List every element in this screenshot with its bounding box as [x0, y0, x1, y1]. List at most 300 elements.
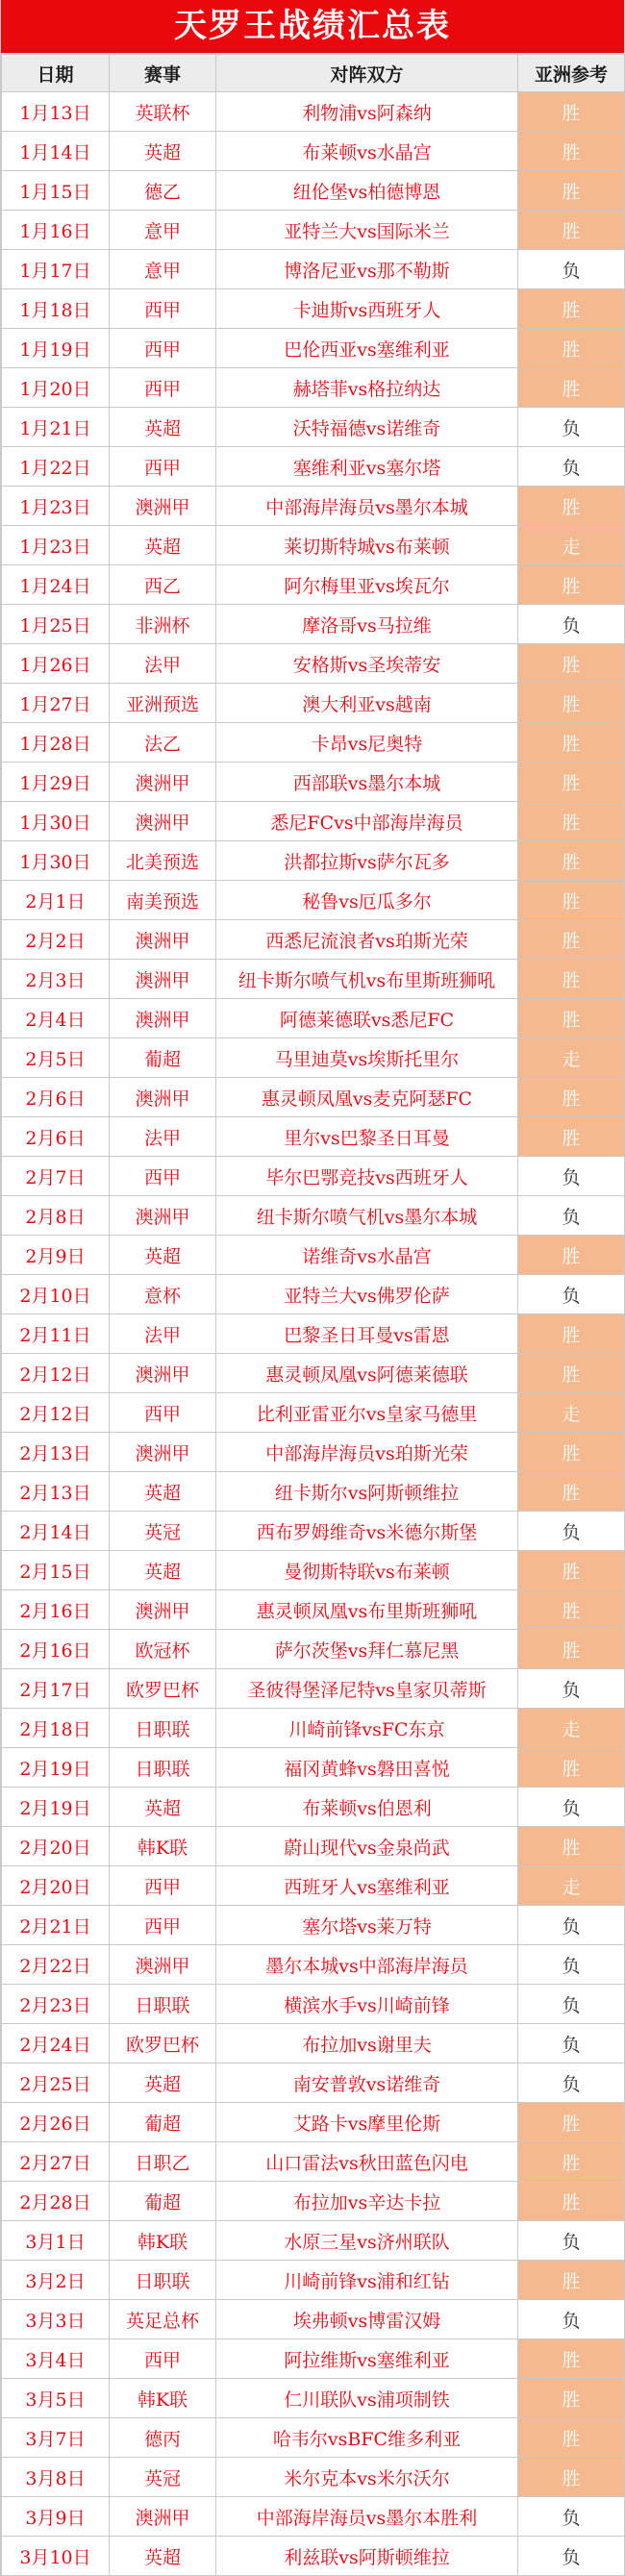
competition-cell: 日职联 [110, 1709, 216, 1748]
result-cell: 胜 [518, 1117, 625, 1157]
competition-cell: 英超 [110, 1236, 216, 1275]
table-row [2, 644, 625, 684]
table-row [2, 526, 625, 565]
competition-cell: 澳洲甲 [110, 1196, 216, 1236]
match-cell: 中部海岸海员vs墨尔本城 [216, 487, 518, 526]
competition-cell: 西甲 [110, 447, 216, 487]
result-cell: 胜 [518, 920, 625, 960]
date-cell: 3月1日 [2, 2221, 110, 2261]
result-cell: 胜 [518, 171, 625, 211]
match-cell: 中部海岸海员vs墨尔本胜利 [216, 2497, 518, 2537]
table-row [2, 2497, 625, 2537]
date-cell: 2月5日 [2, 1038, 110, 1078]
table-row [2, 1117, 625, 1157]
date-cell: 1月24日 [2, 565, 110, 605]
record-table [1, 54, 625, 2576]
table-row [2, 999, 625, 1038]
match-cell: 比利亚雷亚尔vs皇家马德里 [216, 1393, 518, 1433]
competition-cell: 日职联 [110, 2261, 216, 2300]
result-cell: 胜 [518, 2418, 625, 2458]
competition-cell: 西甲 [110, 289, 216, 329]
match-cell: 卡迪斯vs西班牙人 [216, 289, 518, 329]
match-cell: 南安普敦vs诺维奇 [216, 2063, 518, 2103]
date-cell: 3月4日 [2, 2339, 110, 2379]
table-row [2, 684, 625, 723]
competition-cell: 意甲 [110, 250, 216, 289]
date-cell: 2月19日 [2, 1788, 110, 1827]
result-cell: 胜 [518, 881, 625, 920]
table-row [2, 368, 625, 408]
competition-cell: 北美预选 [110, 841, 216, 881]
result-cell: 负 [518, 1985, 625, 2024]
date-cell: 2月10日 [2, 1275, 110, 1314]
date-cell: 2月11日 [2, 1314, 110, 1354]
table-row [2, 1551, 625, 1590]
date-cell: 2月26日 [2, 2103, 110, 2142]
date-cell: 3月2日 [2, 2261, 110, 2300]
date-cell: 1月16日 [2, 211, 110, 250]
table-row [2, 1590, 625, 1630]
date-cell: 1月17日 [2, 250, 110, 289]
match-cell: 米尔克本vs米尔沃尔 [216, 2458, 518, 2497]
table-row [2, 2182, 625, 2221]
result-cell: 胜 [518, 1314, 625, 1354]
date-cell: 2月28日 [2, 2182, 110, 2221]
competition-cell: 澳洲甲 [110, 487, 216, 526]
competition-cell: 西甲 [110, 329, 216, 368]
result-cell: 胜 [518, 1827, 625, 1866]
table-row [2, 1354, 625, 1393]
table-row [2, 723, 625, 763]
match-cell: 川崎前锋vsFC东京 [216, 1709, 518, 1748]
table-row [2, 1078, 625, 1117]
competition-cell: 英超 [110, 1472, 216, 1512]
match-cell: 埃弗顿vs博雷汉姆 [216, 2300, 518, 2339]
date-cell: 2月19日 [2, 1748, 110, 1788]
result-cell: 负 [518, 447, 625, 487]
competition-cell: 英超 [110, 408, 216, 447]
date-cell: 2月20日 [2, 1866, 110, 1906]
result-cell: 胜 [518, 2339, 625, 2379]
header-result: 亚洲参考 [518, 55, 625, 92]
header-match: 对阵双方 [216, 55, 518, 92]
match-cell: 博洛尼亚vs那不勒斯 [216, 250, 518, 289]
competition-cell: 非洲杯 [110, 605, 216, 644]
table-row [2, 1236, 625, 1275]
result-cell: 胜 [518, 1354, 625, 1393]
date-cell: 3月5日 [2, 2379, 110, 2418]
competition-cell: 葡超 [110, 2182, 216, 2221]
table-row [2, 1748, 625, 1788]
table-row [2, 1630, 625, 1669]
table-row [2, 1314, 625, 1354]
result-cell: 负 [518, 1945, 625, 1985]
competition-cell: 欧罗巴杯 [110, 1669, 216, 1709]
match-cell: 里尔vs巴黎圣日耳曼 [216, 1117, 518, 1157]
match-cell: 布莱顿vs水晶宫 [216, 132, 518, 171]
date-cell: 2月22日 [2, 1945, 110, 1985]
competition-cell: 英联杯 [110, 92, 216, 132]
result-cell: 胜 [518, 999, 625, 1038]
match-cell: 艾路卡vs摩里伦斯 [216, 2103, 518, 2142]
result-cell: 负 [518, 2221, 625, 2261]
table-row [2, 2142, 625, 2182]
result-cell: 走 [518, 1709, 625, 1748]
match-cell: 惠灵顿凤凰vs布里斯班狮吼 [216, 1590, 518, 1630]
date-cell: 3月9日 [2, 2497, 110, 2537]
match-cell: 哈韦尔vsBFC维多利亚 [216, 2418, 518, 2458]
competition-cell: 澳洲甲 [110, 1590, 216, 1630]
table-row [2, 565, 625, 605]
match-cell: 横滨水手vs川崎前锋 [216, 1985, 518, 2024]
match-cell: 巴黎圣日耳曼vs雷恩 [216, 1314, 518, 1354]
table-row [2, 132, 625, 171]
table-row [2, 881, 625, 920]
result-cell: 负 [518, 1788, 625, 1827]
match-cell: 纽伦堡vs柏德博恩 [216, 171, 518, 211]
table-row [2, 1906, 625, 1945]
result-cell: 胜 [518, 644, 625, 684]
competition-cell: 西甲 [110, 1866, 216, 1906]
result-cell: 胜 [518, 684, 625, 723]
match-cell: 毕尔巴鄂竞技vs西班牙人 [216, 1157, 518, 1196]
date-cell: 2月12日 [2, 1393, 110, 1433]
result-cell: 胜 [518, 1472, 625, 1512]
table-row [2, 1669, 625, 1709]
result-cell: 胜 [518, 289, 625, 329]
match-cell: 圣彼得堡泽尼特vs皇家贝蒂斯 [216, 1669, 518, 1709]
table-row [2, 250, 625, 289]
result-cell: 胜 [518, 2182, 625, 2221]
date-cell: 1月19日 [2, 329, 110, 368]
result-cell: 胜 [518, 723, 625, 763]
match-cell: 利兹联vs阿斯顿维拉 [216, 2537, 518, 2576]
match-cell: 惠灵顿凤凰vs麦克阿瑟FC [216, 1078, 518, 1117]
table-row [2, 2537, 625, 2576]
match-cell: 利物浦vs阿森纳 [216, 92, 518, 132]
competition-cell: 西甲 [110, 1157, 216, 1196]
table-row [2, 2103, 625, 2142]
table-row [2, 2063, 625, 2103]
match-cell: 纽卡斯尔vs阿斯顿维拉 [216, 1472, 518, 1512]
date-cell: 1月15日 [2, 171, 110, 211]
match-cell: 赫塔菲vs格拉纳达 [216, 368, 518, 408]
competition-cell: 法甲 [110, 644, 216, 684]
match-cell: 亚特兰大vs国际米兰 [216, 211, 518, 250]
date-cell: 2月21日 [2, 1906, 110, 1945]
result-cell: 负 [518, 1275, 625, 1314]
match-cell: 山口雷法vs秋田蓝色闪电 [216, 2142, 518, 2182]
competition-cell: 欧冠杯 [110, 1630, 216, 1669]
date-cell: 1月18日 [2, 289, 110, 329]
match-cell: 水原三星vs济州联队 [216, 2221, 518, 2261]
competition-cell: 澳洲甲 [110, 1078, 216, 1117]
date-cell: 2月6日 [2, 1117, 110, 1157]
match-cell: 西布罗姆维奇vs米德尔斯堡 [216, 1512, 518, 1551]
result-cell: 负 [518, 250, 625, 289]
date-cell: 2月12日 [2, 1354, 110, 1393]
match-cell: 秘鲁vs厄瓜多尔 [216, 881, 518, 920]
table-row [2, 2379, 625, 2418]
competition-cell: 澳洲甲 [110, 960, 216, 999]
date-cell: 3月10日 [2, 2537, 110, 2576]
date-cell: 1月21日 [2, 408, 110, 447]
competition-cell: 英超 [110, 526, 216, 565]
result-cell: 走 [518, 1866, 625, 1906]
result-cell: 胜 [518, 1078, 625, 1117]
table-row [2, 1472, 625, 1512]
table-row [2, 1393, 625, 1433]
match-cell: 洪都拉斯vs萨尔瓦多 [216, 841, 518, 881]
table-row [2, 1196, 625, 1236]
date-cell: 2月23日 [2, 1985, 110, 2024]
result-cell: 胜 [518, 1630, 625, 1669]
date-cell: 2月7日 [2, 1157, 110, 1196]
match-cell: 莱切斯特城vs布莱顿 [216, 526, 518, 565]
date-cell: 1月23日 [2, 487, 110, 526]
result-cell: 胜 [518, 2379, 625, 2418]
page-title: 天罗王战绩汇总表 [1, 0, 624, 54]
competition-cell: 澳洲甲 [110, 2497, 216, 2537]
result-cell: 胜 [518, 487, 625, 526]
date-cell: 1月23日 [2, 526, 110, 565]
table-row [2, 1945, 625, 1985]
match-cell: 纽卡斯尔喷气机vs墨尔本城 [216, 1196, 518, 1236]
table-row [2, 802, 625, 841]
result-cell: 胜 [518, 763, 625, 802]
table-row [2, 2418, 625, 2458]
result-cell: 胜 [518, 2142, 625, 2182]
match-cell: 塞维利亚vs塞尔塔 [216, 447, 518, 487]
table-row [2, 1788, 625, 1827]
date-cell: 3月7日 [2, 2418, 110, 2458]
table-row [2, 329, 625, 368]
competition-cell: 日职乙 [110, 2142, 216, 2182]
date-cell: 2月2日 [2, 920, 110, 960]
match-cell: 卡昂vs尼奥特 [216, 723, 518, 763]
competition-cell: 葡超 [110, 1038, 216, 1078]
result-cell: 走 [518, 1393, 625, 1433]
competition-cell: 英超 [110, 132, 216, 171]
match-cell: 亚特兰大vs佛罗伦萨 [216, 1275, 518, 1314]
result-cell: 胜 [518, 565, 625, 605]
result-cell: 胜 [518, 841, 625, 881]
result-cell: 负 [518, 2537, 625, 2576]
competition-cell: 日职联 [110, 1748, 216, 1788]
date-cell: 2月1日 [2, 881, 110, 920]
table-row [2, 447, 625, 487]
date-cell: 1月30日 [2, 841, 110, 881]
competition-cell: 亚洲预选 [110, 684, 216, 723]
table-row [2, 1157, 625, 1196]
competition-cell: 葡超 [110, 2103, 216, 2142]
date-cell: 2月16日 [2, 1590, 110, 1630]
result-cell: 胜 [518, 2103, 625, 2142]
date-cell: 1月20日 [2, 368, 110, 408]
competition-cell: 德丙 [110, 2418, 216, 2458]
table-row [2, 763, 625, 802]
date-cell: 2月17日 [2, 1669, 110, 1709]
result-cell: 胜 [518, 802, 625, 841]
competition-cell: 澳洲甲 [110, 1945, 216, 1985]
result-cell: 负 [518, 1196, 625, 1236]
table-row [2, 1827, 625, 1866]
competition-cell: 澳洲甲 [110, 1433, 216, 1472]
result-cell: 胜 [518, 1748, 625, 1788]
table-row [2, 1433, 625, 1472]
table-row [2, 408, 625, 447]
table-row [2, 2024, 625, 2063]
match-cell: 布拉加vs辛达卡拉 [216, 2182, 518, 2221]
date-cell: 2月14日 [2, 1512, 110, 1551]
competition-cell: 日职联 [110, 1985, 216, 2024]
match-cell: 沃特福德vs诺维奇 [216, 408, 518, 447]
competition-cell: 意甲 [110, 211, 216, 250]
competition-cell: 德乙 [110, 171, 216, 211]
competition-cell: 澳洲甲 [110, 999, 216, 1038]
result-cell: 胜 [518, 329, 625, 368]
competition-cell: 欧罗巴杯 [110, 2024, 216, 2063]
table-row [2, 211, 625, 250]
date-cell: 1月29日 [2, 763, 110, 802]
competition-cell: 澳洲甲 [110, 1354, 216, 1393]
date-cell: 2月8日 [2, 1196, 110, 1236]
date-cell: 2月13日 [2, 1433, 110, 1472]
table-row [2, 1709, 625, 1748]
competition-cell: 法乙 [110, 723, 216, 763]
match-cell: 西悉尼流浪者vs珀斯光荣 [216, 920, 518, 960]
competition-cell: 南美预选 [110, 881, 216, 920]
table-row [2, 289, 625, 329]
table-row [2, 1866, 625, 1906]
date-cell: 2月6日 [2, 1078, 110, 1117]
result-cell: 负 [518, 2300, 625, 2339]
date-cell: 2月24日 [2, 2024, 110, 2063]
result-cell: 负 [518, 2024, 625, 2063]
match-cell: 塞尔塔vs莱万特 [216, 1906, 518, 1945]
result-cell: 胜 [518, 1433, 625, 1472]
result-cell: 走 [518, 526, 625, 565]
table-header-row [2, 55, 625, 92]
competition-cell: 英超 [110, 1551, 216, 1590]
match-cell: 西部联vs墨尔本城 [216, 763, 518, 802]
match-cell: 阿尔梅里亚vs埃瓦尔 [216, 565, 518, 605]
competition-cell: 韩K联 [110, 2379, 216, 2418]
table-body [2, 92, 625, 2576]
table-row [2, 171, 625, 211]
result-cell: 负 [518, 1157, 625, 1196]
result-cell: 胜 [518, 92, 625, 132]
table-row [2, 1275, 625, 1314]
competition-cell: 英冠 [110, 2458, 216, 2497]
table-row [2, 841, 625, 881]
result-cell: 胜 [518, 1551, 625, 1590]
match-cell: 西班牙人vs塞维利亚 [216, 1866, 518, 1906]
result-cell: 走 [518, 1038, 625, 1078]
competition-cell: 英超 [110, 2537, 216, 2576]
competition-cell: 澳洲甲 [110, 763, 216, 802]
result-cell: 胜 [518, 368, 625, 408]
match-cell: 马里迪莫vs埃斯托里尔 [216, 1038, 518, 1078]
result-cell: 负 [518, 605, 625, 644]
competition-cell: 英足总杯 [110, 2300, 216, 2339]
result-cell: 负 [518, 1906, 625, 1945]
date-cell: 1月26日 [2, 644, 110, 684]
match-cell: 布拉加vs谢里夫 [216, 2024, 518, 2063]
match-cell: 阿德莱德联vs悉尼FC [216, 999, 518, 1038]
competition-cell: 法甲 [110, 1314, 216, 1354]
header-competition: 赛事 [110, 55, 216, 92]
header-date: 日期 [2, 55, 110, 92]
result-cell: 胜 [518, 2458, 625, 2497]
competition-cell: 澳洲甲 [110, 920, 216, 960]
date-cell: 1月13日 [2, 92, 110, 132]
date-cell: 1月25日 [2, 605, 110, 644]
competition-cell: 西甲 [110, 2339, 216, 2379]
competition-cell: 韩K联 [110, 2221, 216, 2261]
match-cell: 摩洛哥vs马拉维 [216, 605, 518, 644]
table-row [2, 487, 625, 526]
result-cell: 负 [518, 2497, 625, 2537]
table-row [2, 2261, 625, 2300]
date-cell: 1月22日 [2, 447, 110, 487]
date-cell: 2月9日 [2, 1236, 110, 1275]
date-cell: 2月27日 [2, 2142, 110, 2182]
result-cell: 胜 [518, 960, 625, 999]
table-row [2, 605, 625, 644]
match-cell: 惠灵顿凤凰vs阿德莱德联 [216, 1354, 518, 1393]
result-cell: 胜 [518, 211, 625, 250]
result-cell: 胜 [518, 132, 625, 171]
date-cell: 3月3日 [2, 2300, 110, 2339]
table-row [2, 1038, 625, 1078]
date-cell: 2月15日 [2, 1551, 110, 1590]
match-cell: 澳大利亚vs越南 [216, 684, 518, 723]
match-cell: 悉尼FCvs中部海岸海员 [216, 802, 518, 841]
match-cell: 中部海岸海员vs珀斯光荣 [216, 1433, 518, 1472]
match-cell: 萨尔茨堡vs拜仁慕尼黑 [216, 1630, 518, 1669]
match-cell: 布莱顿vs伯恩利 [216, 1788, 518, 1827]
competition-cell: 英冠 [110, 1512, 216, 1551]
match-cell: 纽卡斯尔喷气机vs布里斯班狮吼 [216, 960, 518, 999]
date-cell: 1月30日 [2, 802, 110, 841]
table-row [2, 2300, 625, 2339]
date-cell: 2月4日 [2, 999, 110, 1038]
match-cell: 巴伦西亚vs塞维利亚 [216, 329, 518, 368]
date-cell: 1月14日 [2, 132, 110, 171]
competition-cell: 意杯 [110, 1275, 216, 1314]
result-cell: 负 [518, 2063, 625, 2103]
date-cell: 1月27日 [2, 684, 110, 723]
date-cell: 2月25日 [2, 2063, 110, 2103]
result-cell: 负 [518, 1669, 625, 1709]
competition-cell: 西甲 [110, 1906, 216, 1945]
result-cell: 胜 [518, 1236, 625, 1275]
result-cell: 负 [518, 1512, 625, 1551]
table-row [2, 1512, 625, 1551]
table-row [2, 2339, 625, 2379]
date-cell: 3月8日 [2, 2458, 110, 2497]
table-row [2, 960, 625, 999]
match-cell: 安格斯vs圣埃蒂安 [216, 644, 518, 684]
match-cell: 阿拉维斯vs塞维利亚 [216, 2339, 518, 2379]
match-cell: 墨尔本城vs中部海岸海员 [216, 1945, 518, 1985]
date-cell: 2月20日 [2, 1827, 110, 1866]
table-row [2, 92, 625, 132]
table-row [2, 1985, 625, 2024]
match-cell: 蔚山现代vs金泉尚武 [216, 1827, 518, 1866]
date-cell: 2月3日 [2, 960, 110, 999]
